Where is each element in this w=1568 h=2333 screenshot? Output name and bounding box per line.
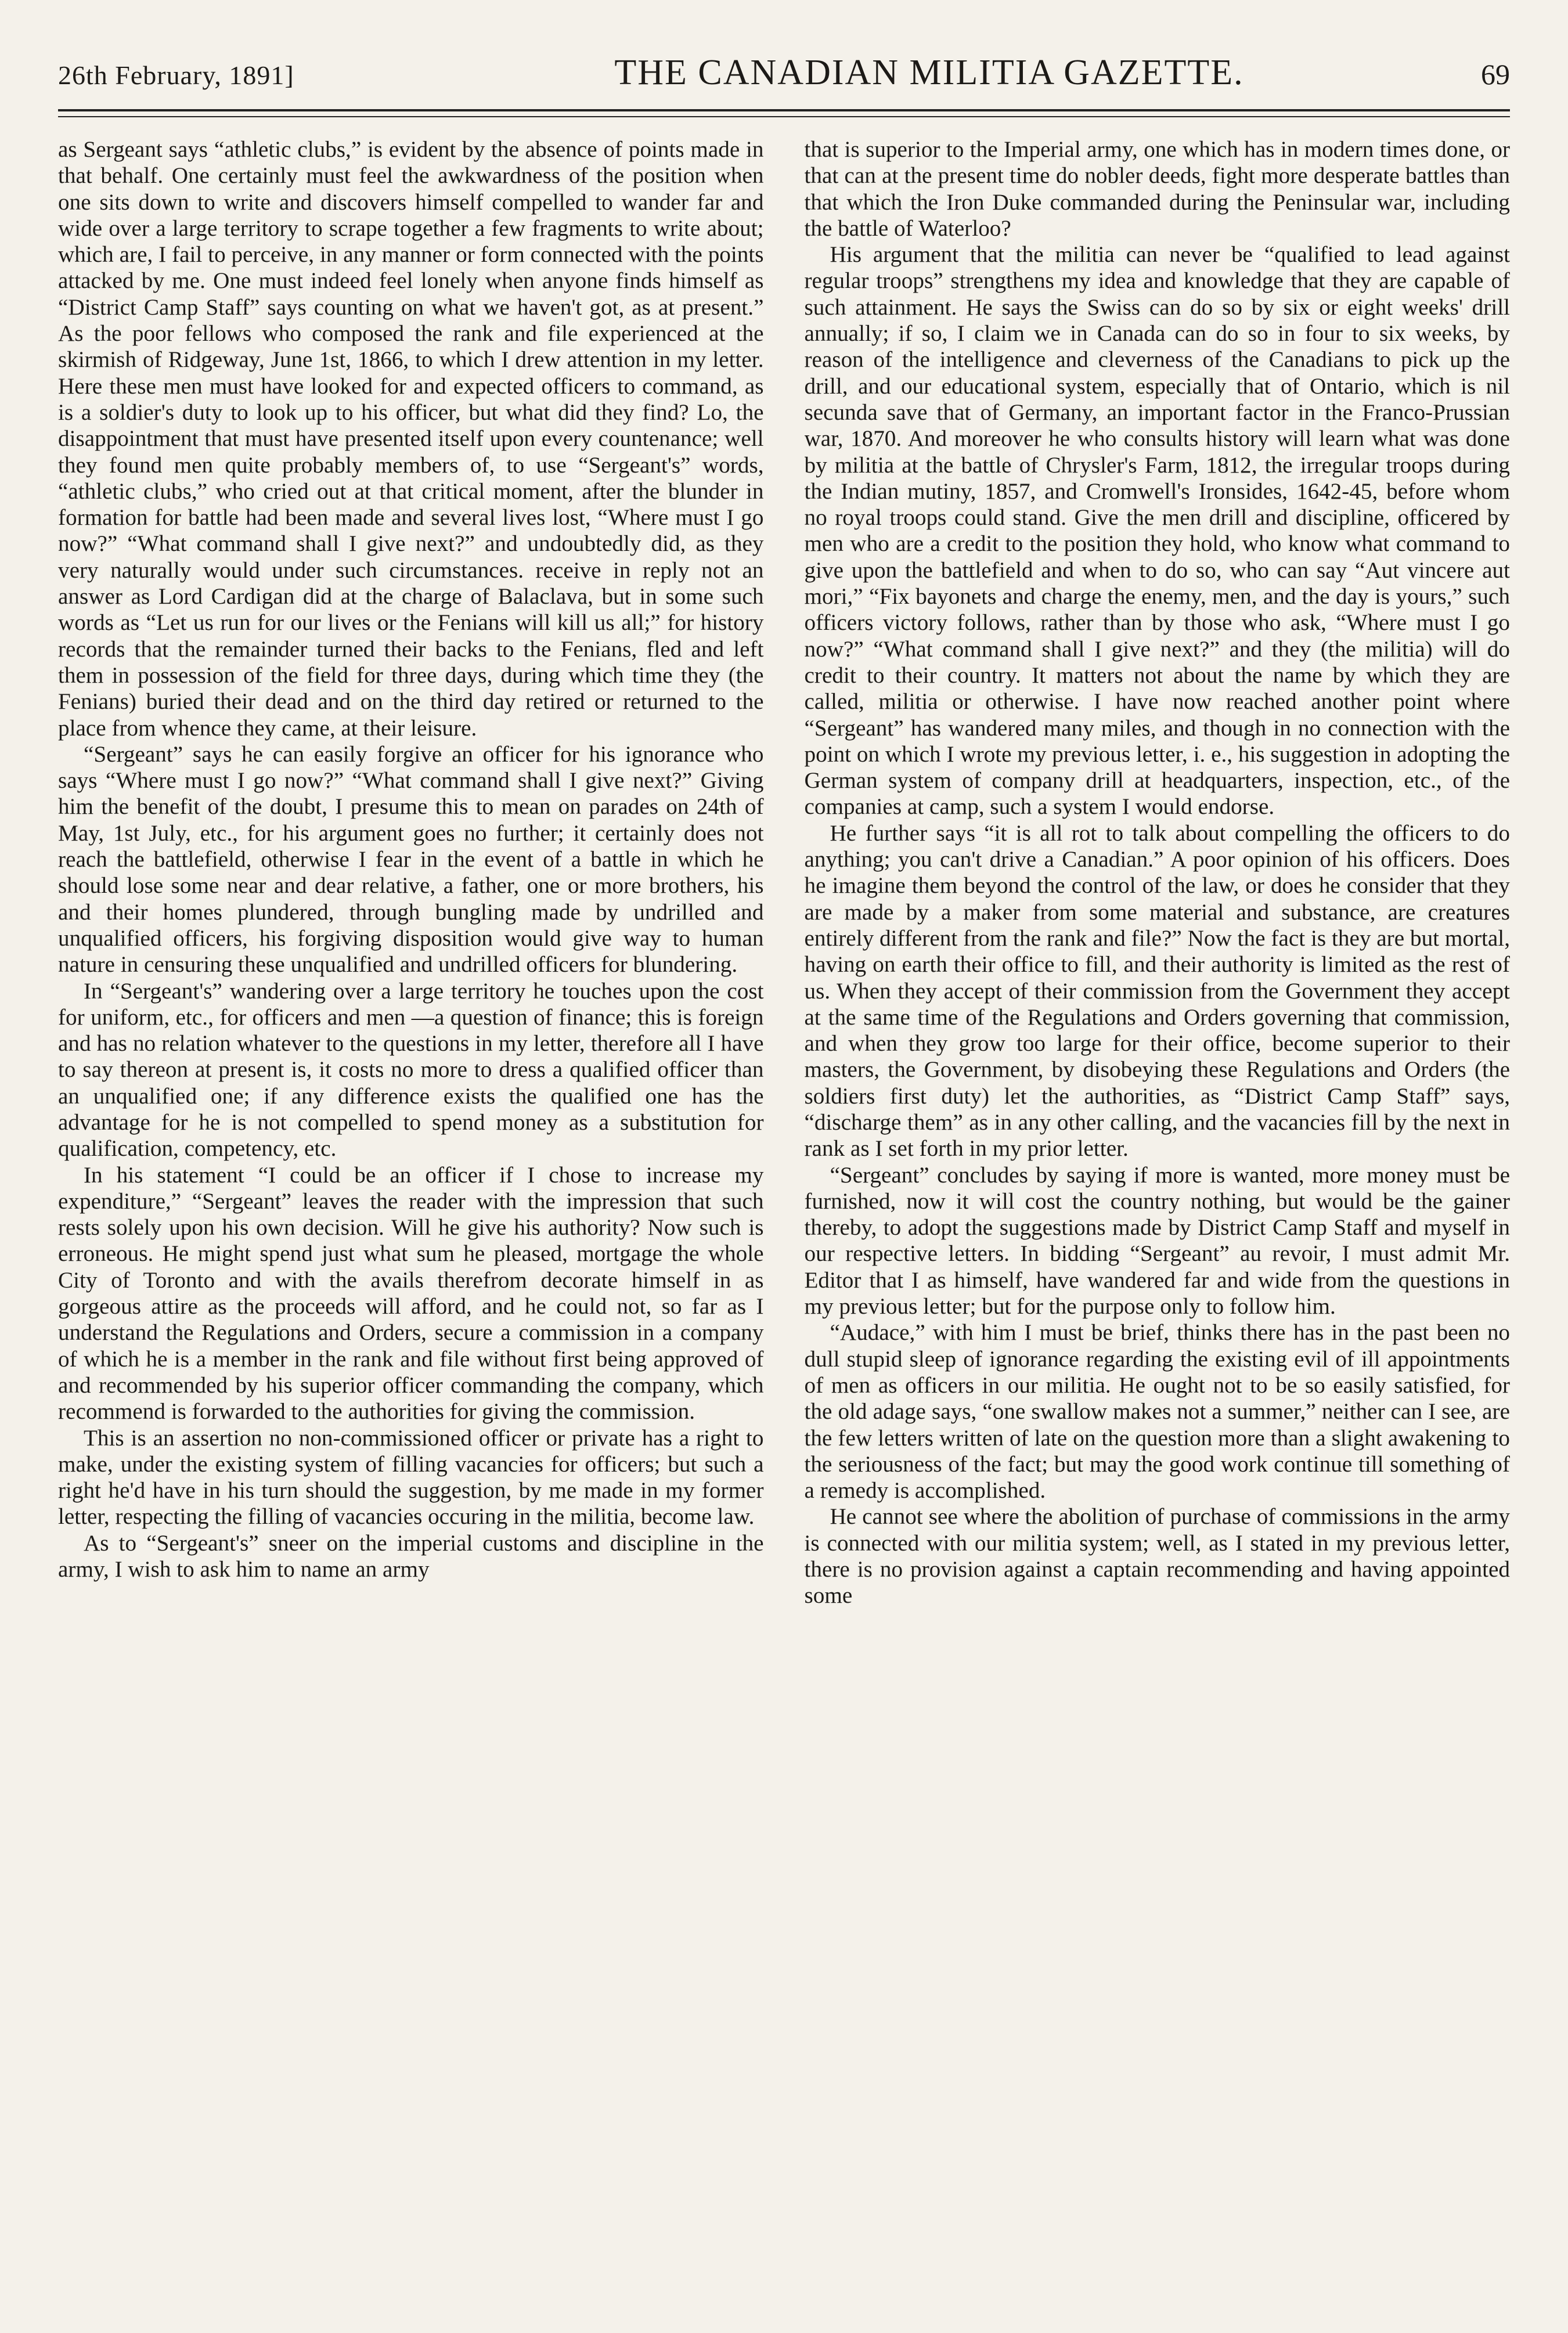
paragraph: In “Sergeant's” wandering over a large territory he touches upon the cost for uniform, etc., for officers and men —a question of finance; this is foreign and has no relation whatever to the questions in my letter, therefore all I have to say thereon at present is, it costs no more to dress a qualified officer than an unqualified one; if any difference exists the qualified one has the advantage for he is not compelled to spend money as a substitution for qualification, competency, etc.	[58, 978, 764, 1162]
paragraph: He further says “it is all rot to talk about compelling the officers to do anything; you can't drive a Canadian.” A poor opinion of his officers. Does he imagine them beyond the control of the law, or does he consider that they are made by a maker from some material and substance, are creatures entirely different from the rank and file?” Now the fact is they are but mortal, having on earth their office to fill, and their authority is limited as the rest of us. When they accept of their commission from the Government they accept at the same time of the Regulations and Orders governing that commission, and when they grow too large for their office, become superior to their masters, the Government, by disobeying these Regulations and Orders (the soldiers first duty) let the authorities, as “District Camp Staff” says, “discharge them” as in any other calling, and the vacancies fill by the next in rank as I set forth in my prior letter.	[804, 820, 1510, 1162]
left-column	[58, 136, 764, 2310]
header-rule-thin	[58, 116, 1510, 117]
right-column	[805, 136, 1511, 2310]
issue-date: 26th February, 1891]	[58, 60, 294, 90]
paragraph: that is superior to the Imperial army, one which has in modern times done, or that can at the present time do nobler deeds, fight more desperate battles than that which the Iron Duke commanded during the Peninsular war, including the battle of Waterloo?	[804, 137, 1510, 241]
page-header	[58, 52, 1510, 110]
header-rule-thick	[58, 109, 1510, 111]
page-number: 69	[1481, 58, 1510, 91]
paragraph: His argument that the militia can never be “qualified to lead against regular troops” strengthens my idea and knowledge that they are capable of such attainment. He says the Swiss can do so by six or eight weeks' drill annually; if so, I claim we in Canada can do so in four to six weeks, by reason of the intelligence and cleverness of the Canadians to pick up the drill, and our educational system, especially that of Ontario, which is nil secunda save that of Germany, an important factor in the Franco-Prussian war, 1870. And moreover he who consults history will learn what was done by militia at the battle of Chrysler's Farm, 1812, the irregular troops during the Indian mutiny, 1857, and Cromwell's Ironsides, 1642-45, before whom no royal troops could stand. Give the men drill and discipline, officered by men who are a credit to the position they hold, who know what command to give upon the battlefield and when to do so, who can say “Aut vincere aut mori,” “Fix bayonets and charge the enemy, men, and the day is yours,” such officers victory follows, rather than by those who ask, “Where must I go now?” “What command shall I give next?” and they (the militia) will do credit to their country. It matters not about the name by which they are called, militia or otherwise. I have now reached another point where “Sergeant” has wandered many miles, and though in no connection with the point on which I wrote my previous letter, i. e., his suggestion in adopting the German system of company drill at headquarters, inspection, etc., of the companies at camp, such a system I would endorse.	[804, 242, 1510, 820]
paragraph: He cannot see where the abolition of purchase of commissions in the army is connected with our militia system; well, as I stated in my previous letter, there is no provision against a captain recommending and having appointed some	[804, 1504, 1510, 1609]
masthead-title: THE CANADIAN MILITIA GAZETTE.	[614, 53, 1244, 92]
paragraph: As to “Sergeant's” sneer on the imperial customs and discipline in the army, I wish to ask him to name an army	[58, 1530, 764, 1582]
paragraph: “Audace,” with him I must be brief, thinks there has in the past been no dull stupid sleep of ignorance regarding the existing evil of ill appointments of men as officers in our militia. He ought not to be so easily satisfied, for the old adage says, “one swallow makes not a summer,” neither can I see, are the few letters written of late on the question more than a slight awakening to the seriousness of the fact; but may the good work continue till something of a remedy is accomplished.	[804, 1320, 1510, 1503]
paragraph: This is an assertion no non-commissioned officer or private has a right to make, under the existing system of filling vacancies for officers; but such a right he'd have in his turn should the suggestion, by me made in my former letter, respecting the filling of vacancies occuring in the militia, become law.	[58, 1425, 764, 1530]
paragraph: “Sergeant” concludes by saying if more is wanted, more money must be furnished, now it will cost the country nothing, but would be the gainer thereby, to adopt the suggestions made by District Camp Staff and myself in our respective letters. In bidding “Sergeant” au revoir, I must admit Mr. Editor that I as himself, have wandered far and wide from the questions in my previous letter; but for the purpose only to follow him.	[804, 1162, 1510, 1319]
article-columns	[58, 136, 1510, 2310]
paragraph: “Sergeant” says he can easily forgive an officer for his ignorance who says “Where must I go now?” “What command shall I give next?” Giving him the benefit of the doubt, I presume this to mean on parades on 24th of May, 1st July, etc., for his argument goes no further; it certainly does not reach the battlefield, otherwise I fear in the event of a battle in which he should lose some near and dear relative, a father, one or more brothers, his and their homes plundered, through bungling made by undrilled and unqualified officers, his forgiving disposition would give way to human nature in censuring these unqualified and undrilled officers for blundering.	[58, 741, 764, 978]
paragraph: as Sergeant says “athletic clubs,” is evident by the absence of points made in that behalf. One certainly must feel the awkwardness of the position when one sits down to write and discovers himself compelled to wander far and wide over a large territory to scrape together a few fragments to write about; which are, I fail to perceive, in any manner or form connected with the points attacked by me. One must indeed feel lonely when anyone finds himself as “District Camp Staff” says counting on what we haven't got, as at present.” As the poor fellows who composed the rank and file experienced at the skirmish of Ridgeway, June 1st, 1866, to which I drew attention in my letter. Here these men must have looked for and expected officers to command, as is a soldier's duty to look up to his officer, but what did they find? Lo, the disappointment that must have presented itself upon every countenance; well they found men quite probably members of, to use “Sergeant's” words, “athletic clubs,” who cried out at that critical moment, after the blunder in formation for battle had been made and several lives lost, “Where must I go now?” “What command shall I give next?” and undoubtedly did, as they very naturally would under such circumstances. receive in reply not an answer as Lord Cardigan did at the charge of Balaclava, but in some such words as “Let us run for our lives or the Fenians will kill us all;” for history records that the remainder turned their backs to the Fenians, fled and left them in possession of the field for three days, during which time they (the Fenians) buried their dead and on the third day retired or returned to the place from whence they came, at their leisure.	[58, 137, 764, 741]
paragraph: In his statement “I could be an officer if I chose to increase my expenditure,” “Sergeant” leaves the reader with the impression that such rests solely upon his own decision. Will he give his authority? Now such is erroneous. He might spend just what sum he pleased, mortgage the whole City of Toronto and with the avails therefrom decorate himself in as gorgeous attire as the proceeds will afford, and he could not, so far as I understand the Regulations and Orders, secure a commission in a company of which he is a member in the rank and file without first being approved of and recommended by his superior officer commanding the company, which recommend is forwarded to the authorities for giving the commission.	[58, 1162, 764, 1425]
